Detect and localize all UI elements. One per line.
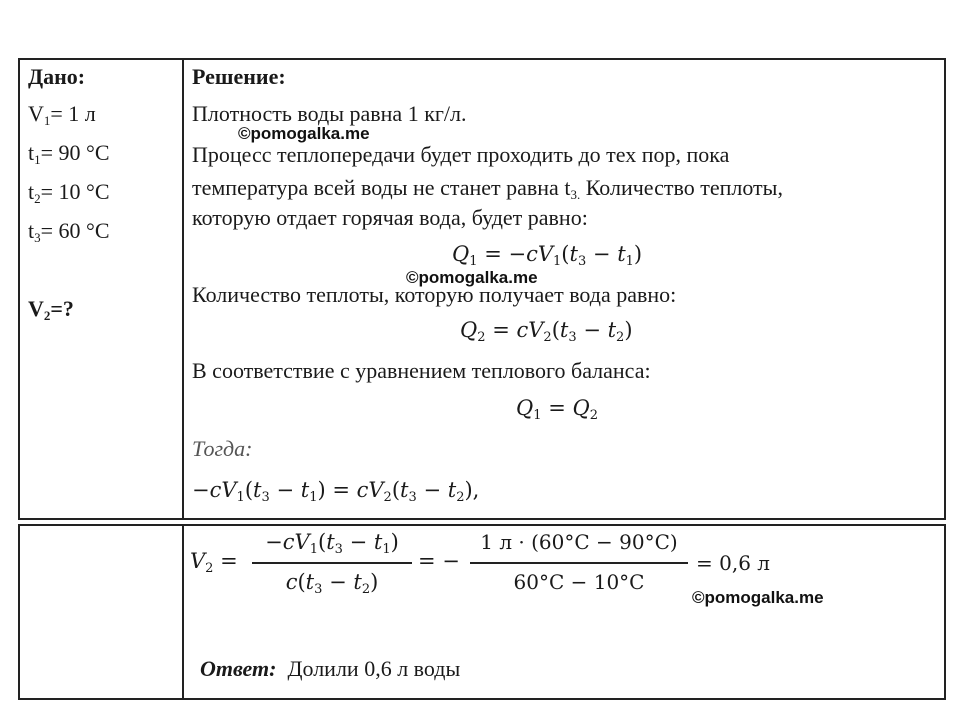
find-v2: $V_2=$? (28, 296, 74, 323)
column-divider (182, 526, 184, 698)
solution-header: Решение: (192, 64, 286, 89)
fraction-numerator-numeric: 1 л · (60°C − 90°C) (480, 530, 678, 554)
equation-balance: $Q_1 = Q_2$ (516, 396, 598, 423)
solution-line-balance: В соответствие с уравнением теплового баланса: (192, 358, 651, 383)
fraction-bar (470, 562, 688, 564)
equation-q1: $Q_1 = -cV_1(t_3 - t_1)$ (452, 242, 643, 269)
final-v2-symbol: $V_2$ = (190, 549, 238, 576)
given-v1: $V_1= 1$ л (28, 101, 96, 128)
fraction-denominator-symbolic: $c(t_3 - t_2)$ (285, 570, 379, 597)
solution-then: Тогда: (192, 436, 253, 461)
fraction-denominator-numeric: 60°C − 10°C (513, 570, 645, 594)
solution-line-cold-water: Количество теплоты, которую получает вода равно: (192, 282, 677, 307)
answer-line (200, 656, 460, 682)
given-t3: $t_3= 60$ °C (28, 218, 110, 245)
column-divider (182, 60, 184, 518)
given-header: Дано: (28, 64, 86, 89)
equation-q2: $Q_2 = cV_2(t_3 - t_2)$ (460, 318, 633, 345)
equals-minus: = − (418, 549, 460, 573)
given-t2: $t_2= 10$ °C (28, 179, 110, 206)
equation-combined: $-cV_1(t_3 - t_1) = cV_2(t_3 - t_2)$, (192, 478, 480, 505)
watermark: ©pomogalka.me (692, 588, 824, 607)
solution-line-temperature: температура всей воды не станет равна $t_{3.}$ Количество теплоты, (192, 175, 783, 202)
fraction-numerator-symbolic: $-cV_1(t_3 - t_1)$ (265, 530, 399, 557)
solution-line-process: Процесс теплопередачи будет проходить до тех пор, пока (192, 142, 730, 167)
fraction-bar (252, 562, 412, 564)
solution-line-density: Плотность воды равна 1 кг/л. (192, 101, 467, 126)
final-result: = 0,6 л (696, 551, 770, 575)
answer-text: Долили 0,6 л воды (287, 656, 461, 681)
given-t1: $t_1= 90$ °C (28, 140, 110, 167)
solution-line-hot-water: которую отдает горячая вода, будет равно: (192, 205, 588, 230)
answer-label: Ответ: (200, 656, 277, 681)
watermark: ©pomogalka.me (406, 268, 538, 287)
watermark: ©pomogalka.me (238, 124, 370, 143)
